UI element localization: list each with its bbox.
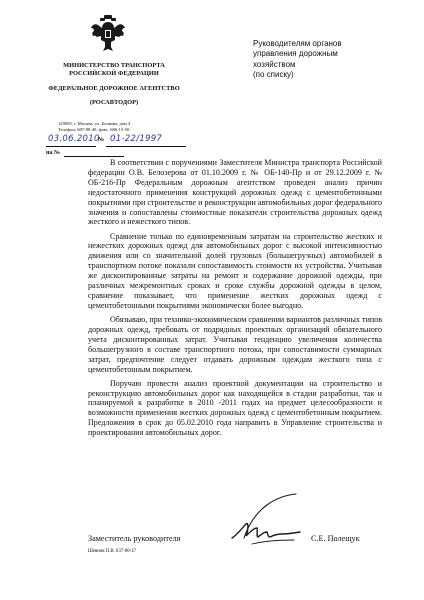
number-underline [106, 146, 186, 147]
letter-body [88, 158, 382, 442]
phone-fax-line: Телефон: 687-88-40, факс: 686-15-50 [58, 127, 130, 132]
address-line: 129085, г. Москва, ул. Бочкова, дом 4 [58, 121, 131, 126]
agency-short-name: (РОСАВТОДОР) [89, 99, 139, 106]
recipient-line: хозяйством [253, 59, 296, 69]
agency-address [58, 121, 208, 133]
paragraph: Поручаю провести анализ проектной документации на строительство и реконструкцию автомобильных дорог как находящейся в стадии разработки, так и планируемой к разработке в 2010 -2011 годах на предмет целесообразности и возможности применения жестких дорожных одежд с цементобетонным покрытием. Предложения в срок до 05.02.2010 года направить в Управление строительства и проектирования автомобильных дорог. [88, 378, 382, 438]
signatory-title: Заместитель руководителя [88, 534, 181, 543]
reference-underline [64, 156, 124, 157]
paragraph: Сравнение только по единовременным затратам на строительство жестких и нежестких дорожных одежд для автомобильных дорог с высокой интенсивностью движения или со значительной долей грузовых (большегрузных) автомобилей в транспортном потоке показали сопоставимость стоимости их устройства. Учитывая же дисконтированные затраты на ремонт и содержание дорожной одежды, при различных межремонтных сроках и сроке службы дорожной одежды в целом, сравнение показывает, что применение жестких дорожных одежд с цементобетонными покрытиями экономически более выгодно. [88, 231, 382, 310]
recipient-line: управления дорожным [253, 49, 338, 59]
handwritten-signature [224, 488, 314, 558]
number-sign: № [98, 137, 105, 143]
recipient-line: Руководителям органов [253, 39, 342, 48]
signatory-name: С.Е. Полещук [311, 534, 360, 543]
ministry-name-line1: МИНИСТЕРСТВО ТРАНСПОРТА [63, 62, 165, 69]
executor-note: Шевнов П.В. 637-80-37 [88, 549, 136, 554]
paragraph: В соответствии с поручениями Заместителя Министра транспорта Российской федерации О.В. Белозерова от 01.10.2009 г. № ОБ-140-Пр и от 29.12.2009 г. № ОБ-216-Пр Федеральным дорожным агентством проведен анализ причин недостаточного применения конструкций дорожных одежд с цементобетонными покрытиями при строительстве и реконструкции автомобильных дорог федерального значения и сопоставлены стоимостные показатели строительства дорожных одежд жесткого и нежесткого типов. [88, 158, 382, 227]
handwritten-date: 03.06.2010 [48, 134, 100, 144]
recipient-line: (по списку) [253, 69, 294, 79]
ministry-name-line2: РОССИЙСКОЙ ФЕДЕРАЦИИ [69, 70, 159, 77]
recipient-block [253, 39, 403, 80]
paragraph: Обязываю, при технико-экономическом сравнении вариантов различных типов дорожных одежд, требовать от подрядных проектных организаций обязательного учета дисконтированных затрат. Учитывая тенденцию увеличения количества большегрузного в составе транспортного потока, при сопоставимости суммарных затрат, предпочтение следует отдавать дорожным одеждам жесткого типа с цементобетонным покрытием. [88, 314, 382, 374]
reference-label: на № [46, 150, 60, 156]
handwritten-number: 01-22/1997 [110, 134, 163, 144]
coat-of-arms-icon [90, 14, 126, 54]
agency-name: ФЕДЕРАЛЬНОЕ ДОРОЖНОЕ АГЕНТСТВО [48, 85, 180, 92]
date-underline [46, 146, 96, 147]
